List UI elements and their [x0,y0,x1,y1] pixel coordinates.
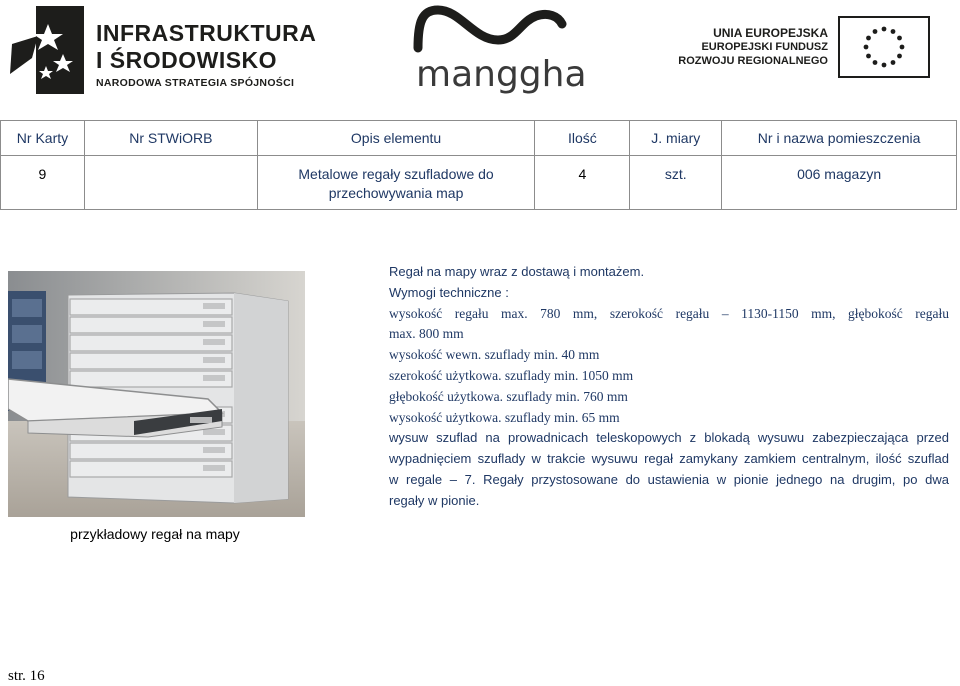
cell-pomieszczenie: 006 magazyn [722,156,957,210]
cell-ilosc: 4 [535,156,630,210]
eu-line-3: ROZWOJU REGIONALNEGO [678,55,828,67]
spec-line: szerokość użytkowa. szuflady min. 1050 mm [389,367,634,383]
spec-line: wysokość użytkowa. szuflady min. 65 mm [389,409,620,425]
spec-line: Regał na mapy wraz z dostawą i montażem. [389,264,645,279]
eu-line-1: UNIA EUROPEJSKA [713,26,828,40]
eu-logo [678,14,948,78]
nss-emblem-icon [8,4,88,96]
cell-jm: szt. [630,156,722,210]
col-header-opis: Opis elementu [257,121,535,156]
manggha-wave-icon [412,2,568,54]
spec-line: wysokość regału max. 780 mm, szerokość regału – 1130-1150 mm, głębokość regału [389,305,949,321]
logo-line-2: I ŚRODOWISKO [96,47,278,73]
cell-opis-line1: Metalowe regały szufladowe do [298,166,494,182]
spec-line: wysuw szuflad na prowadnicach teleskopowych z blokadą wysuwu zabezpieczająca przed [389,430,949,446]
logo-line-1: INFRASTRUKTURA [96,20,317,46]
spec-line: regały w pionie. [389,492,480,508]
spec-line: wypadnięciem szuflady w trakcie wysuwu regał zamykany zamkiem centralnym, ilość szuflad [389,451,949,467]
cabinet-illustration [8,271,305,517]
spec-line: max. 800 mm [389,326,464,342]
page-number: str. 16 [8,668,45,684]
logo-line-3: NARODOWA STRATEGIA SPÓJNOŚCI [96,77,295,89]
cell-opis-line2: przechowywania map [328,185,464,201]
items-table [0,120,957,210]
cell-opis [257,156,535,210]
col-header-nr-karty: Nr Karty [1,121,85,156]
eu-flag-icon [838,16,930,78]
spec-line: głębokość użytkowa. szuflady min. 760 mm [389,388,628,404]
table-row [1,156,957,210]
manggha-logo [412,2,587,95]
photo-caption: przykładowy regał na mapy [70,526,240,542]
eu-line-2: EUROPEJSKI FUNDUSZ [701,41,828,53]
table-header-row [1,121,957,156]
col-header-jm: J. miary [630,121,722,156]
col-header-ilosc: Ilość [535,121,630,156]
col-header-pomieszczenie: Nr i nazwa pomieszczenia [722,121,957,156]
spec-line: wysokość wewn. szuflady min. 40 mm [389,347,600,363]
spec-line: Wymogi techniczne : [389,284,509,300]
manggha-wordmark: manggha [416,54,587,95]
infrastruktura-srodowisko-logo [8,4,317,96]
map-cabinet-photo [8,271,305,517]
cell-nr-stwiorb [84,156,257,210]
col-header-nr-stwiorb: Nr STWiORB [84,121,257,156]
spec-line: w regale – 7. Regały przystosowane do ustawienia w pionie jednego na drugim, po dwa [389,471,949,487]
specification-text [389,262,949,512]
cell-nr-karty: 9 [1,156,85,210]
